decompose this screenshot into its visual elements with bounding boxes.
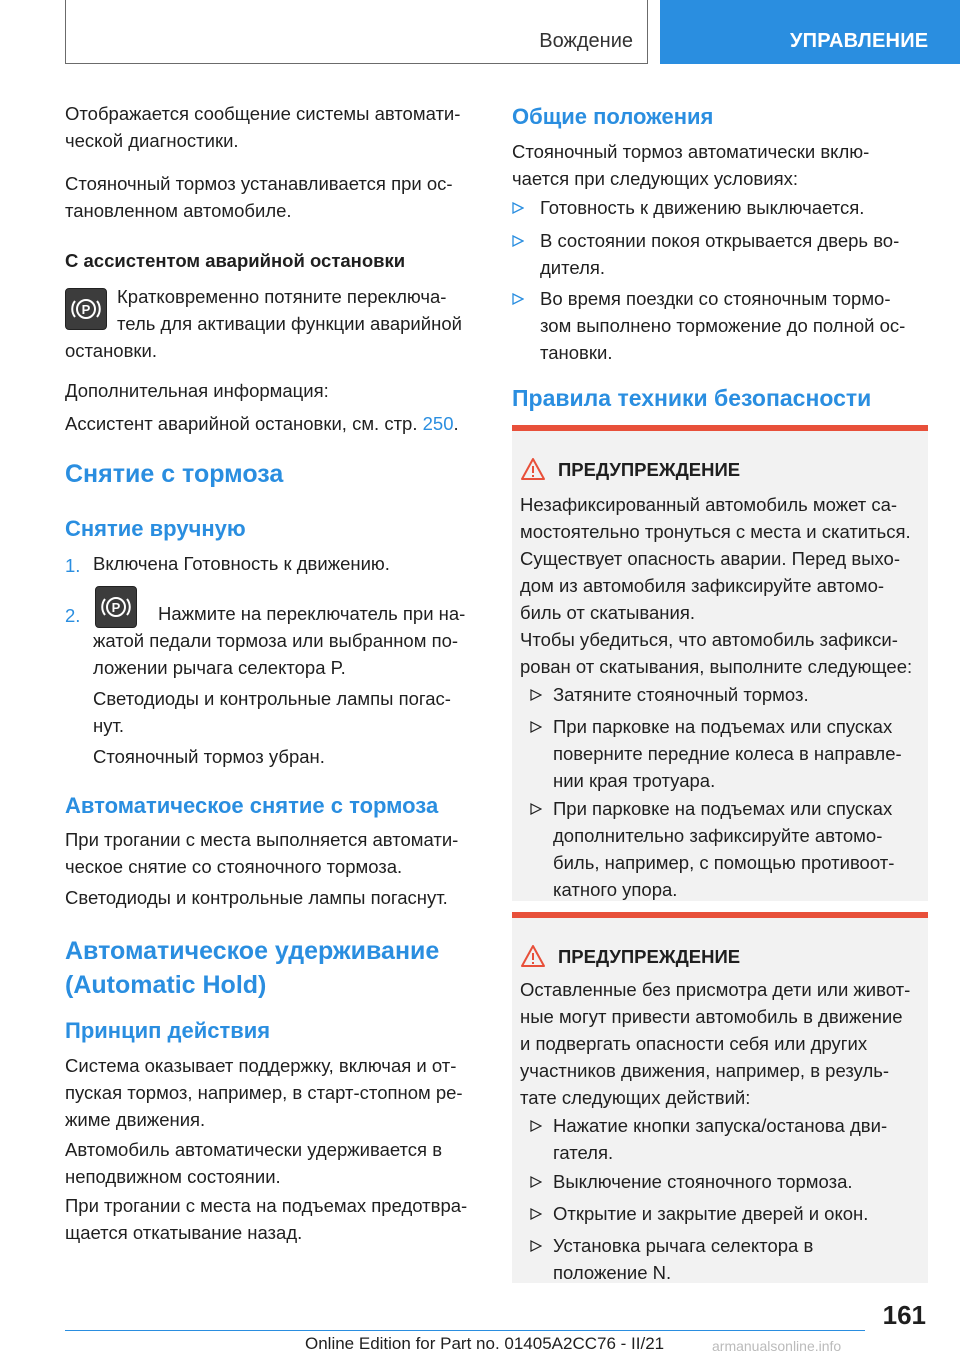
paragraph: Стояночный тормоз устанавливается при ос- тановленном автомобиле. — [65, 173, 453, 221]
watermark: armanualsonline.info — [712, 1338, 842, 1354]
step-text: жатой педали тормоза или выбранном по- ложении рычага селектора P. — [93, 630, 459, 678]
bullet-triangle-icon — [512, 202, 524, 214]
warning-triangle-icon — [520, 944, 546, 973]
bullet-triangle-icon — [530, 1176, 542, 1188]
paragraph: Система оказывает поддержку, включая и от- пуская тормоз, например, в старт-стопном ре- жиме движения. — [65, 1055, 463, 1130]
warning-box — [512, 912, 928, 1283]
paragraph: Стояночный тормоз автоматически вклю- чается при следующих условиях: — [512, 141, 870, 189]
svg-text:P: P — [111, 600, 121, 615]
page-number: 161 — [882, 1300, 926, 1330]
bullet-text: Во время поездки со стояночным тормо- зом выполнено торможение до полной ос- тановки. — [540, 288, 906, 363]
bullet-triangle-icon — [530, 1240, 542, 1252]
bullet-triangle-icon — [530, 721, 542, 733]
bullet-text: Затяните стояночный тормоз. — [553, 684, 809, 705]
warning-box — [512, 425, 928, 901]
bullet-text: При парковке на подъемах или спусках поверните передние колеса в направле- нии края тротуара. — [553, 716, 902, 791]
header-section-tab — [65, 0, 648, 64]
paragraph: остановки. — [65, 340, 157, 361]
paragraph: Кратковременно потяните переключа- тель для активации функции аварийной — [117, 286, 462, 334]
paragraph: Светодиоды и контрольные лампы погаснут. — [65, 887, 448, 908]
warning-text: Чтобы убедиться, что автомобиль зафикси- рован от скатывания, выполните следующее: — [520, 629, 913, 677]
header-chapter-label: УПРАВЛЕНИЕ — [790, 30, 929, 52]
parking-brake-icon — [65, 288, 107, 330]
bullet-triangle-icon — [530, 1120, 542, 1132]
bullet-text: Нажатие кнопки запуска/останова дви- гателя. — [553, 1115, 888, 1163]
bullet-text: При парковке на подъемах или спусках дополнительно зафиксируйте автомо- биль, например, с помощью противоот- катного упора. — [553, 798, 895, 900]
subsection-heading: Принцип действия — [65, 1018, 271, 1043]
section-heading: Правила техники безопасности — [512, 385, 872, 411]
bullet-triangle-icon — [530, 1208, 542, 1220]
paragraph: Ассистент аварийной остановки, см. стр. 250. — [65, 413, 459, 434]
step-text: Нажмите на переключатель при на- — [158, 603, 466, 624]
paragraph: При трогании с места на подъемах предотвра- щается откатывание назад. — [65, 1195, 468, 1243]
edition-note: Online Edition for Part no. 01405A2CC76 - II/21 — [305, 1334, 665, 1353]
paragraph: Отображается сообщение системы автомати- ческой диагностики. — [65, 103, 461, 151]
warning-text: Незафиксированный автомобиль может са- мостоятельно тронуться с места и скатиться. Существует опасность аварии. Перед выхо- дом из автомобиля зафиксируйте автомо- биль от скатывания. — [520, 494, 911, 623]
step-text: Светодиоды и контрольные лампы погас- нут. — [93, 688, 451, 736]
step-number: 2. — [65, 605, 81, 626]
warning-title: ПРЕДУПРЕЖДЕНИЕ — [558, 459, 741, 480]
section-heading: Снятие с тормоза — [65, 460, 284, 488]
bullet-triangle-icon — [512, 293, 524, 305]
warning-title: ПРЕДУПРЕЖДЕНИЕ — [558, 946, 741, 967]
footer-divider — [65, 1330, 865, 1331]
parking-brake-icon — [95, 586, 137, 628]
bullet-text: В состоянии покоя открывается дверь во- дителя. — [540, 230, 900, 278]
warning-triangle-icon — [520, 457, 546, 486]
bullet-triangle-icon — [512, 235, 524, 247]
subsection-heading: Снятие вручную — [65, 516, 246, 541]
bullet-text: Открытие и закрытие дверей и окон. — [553, 1203, 869, 1224]
subheading: С ассистентом аварийной остановки — [65, 250, 406, 271]
subsection-heading: Автоматическое снятие с тормоза — [65, 793, 439, 818]
step-text: Стояночный тормоз убран. — [93, 746, 325, 767]
step-number: 1. — [65, 555, 81, 576]
bullet-text: Выключение стояночного тормоза. — [553, 1171, 853, 1192]
bullet-triangle-icon — [530, 689, 542, 701]
bullet-text: Готовность к движению выключается. — [540, 197, 865, 218]
paragraph: Автомобиль автоматически удерживается в неподвижном состоянии. — [65, 1139, 443, 1187]
bullet-triangle-icon — [530, 803, 542, 815]
page-link[interactable]: 250 — [422, 413, 454, 434]
step-text: Включена Готовность к движению. — [93, 553, 390, 574]
warning-text: Оставленные без присмотра дети или живот- ные могут привести автомобиль в движение и подвергать опасности себя или других участников движения, например, в резуль- тате следующих действий: — [520, 979, 911, 1108]
paragraph: При трогании с места выполняется автомати- ческое снятие со стояночного тормоза. — [65, 829, 459, 877]
svg-text:P: P — [81, 302, 91, 317]
subsection-heading: Общие положения — [512, 104, 714, 129]
section-heading: Автоматическое удерживание (Automatic Hold) — [65, 937, 440, 999]
header-chapter-tab — [660, 0, 960, 64]
paragraph: Дополнительная информация: — [65, 380, 329, 401]
header-section-label: Вождение — [539, 30, 633, 52]
bullet-text: Установка рычага селектора в положение N. — [553, 1235, 814, 1283]
